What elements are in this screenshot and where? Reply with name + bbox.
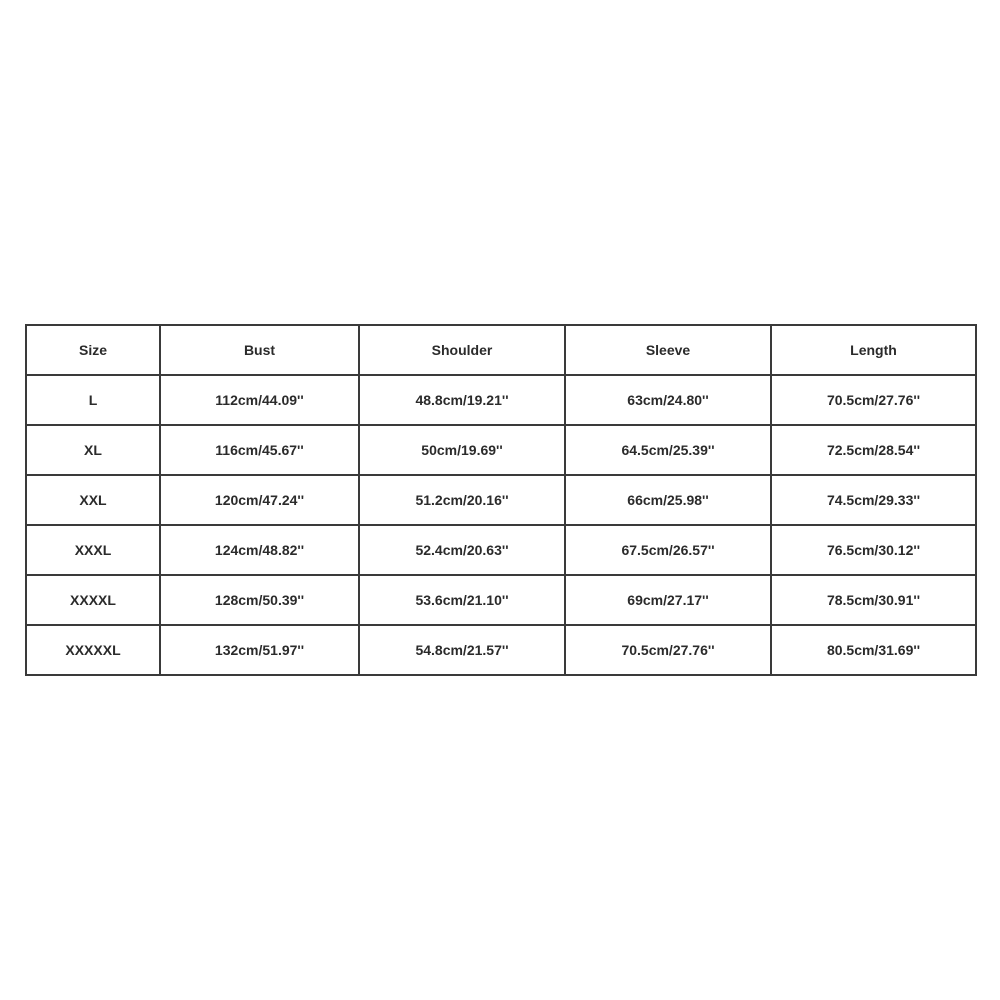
header-sleeve: Sleeve [565, 325, 771, 375]
cell-bust: 112cm/44.09'' [160, 375, 359, 425]
cell-size: XXXXXL [26, 625, 160, 675]
cell-length: 72.5cm/28.54'' [771, 425, 976, 475]
cell-bust: 124cm/48.82'' [160, 525, 359, 575]
cell-bust: 128cm/50.39'' [160, 575, 359, 625]
table-row [26, 625, 976, 675]
table-header-row [26, 325, 976, 375]
table-row [26, 525, 976, 575]
cell-length: 78.5cm/30.91'' [771, 575, 976, 625]
cell-size: XL [26, 425, 160, 475]
table-row [26, 475, 976, 525]
cell-sleeve: 64.5cm/25.39'' [565, 425, 771, 475]
cell-length: 76.5cm/30.12'' [771, 525, 976, 575]
cell-length: 80.5cm/31.69'' [771, 625, 976, 675]
cell-sleeve: 63cm/24.80'' [565, 375, 771, 425]
cell-sleeve: 66cm/25.98'' [565, 475, 771, 525]
header-bust: Bust [160, 325, 359, 375]
cell-bust: 120cm/47.24'' [160, 475, 359, 525]
header-shoulder: Shoulder [359, 325, 565, 375]
cell-sleeve: 67.5cm/26.57'' [565, 525, 771, 575]
header-size: Size [26, 325, 160, 375]
cell-size: XXXXL [26, 575, 160, 625]
cell-shoulder: 50cm/19.69'' [359, 425, 565, 475]
cell-length: 74.5cm/29.33'' [771, 475, 976, 525]
cell-sleeve: 69cm/27.17'' [565, 575, 771, 625]
cell-sleeve: 70.5cm/27.76'' [565, 625, 771, 675]
table-row [26, 425, 976, 475]
cell-length: 70.5cm/27.76'' [771, 375, 976, 425]
size-chart-table [25, 324, 977, 676]
cell-shoulder: 52.4cm/20.63'' [359, 525, 565, 575]
cell-bust: 116cm/45.67'' [160, 425, 359, 475]
cell-shoulder: 48.8cm/19.21'' [359, 375, 565, 425]
cell-shoulder: 51.2cm/20.16'' [359, 475, 565, 525]
cell-size: L [26, 375, 160, 425]
cell-shoulder: 54.8cm/21.57'' [359, 625, 565, 675]
cell-bust: 132cm/51.97'' [160, 625, 359, 675]
header-length: Length [771, 325, 976, 375]
table-row [26, 575, 976, 625]
cell-size: XXXL [26, 525, 160, 575]
cell-shoulder: 53.6cm/21.10'' [359, 575, 565, 625]
table-row [26, 375, 976, 425]
cell-size: XXL [26, 475, 160, 525]
